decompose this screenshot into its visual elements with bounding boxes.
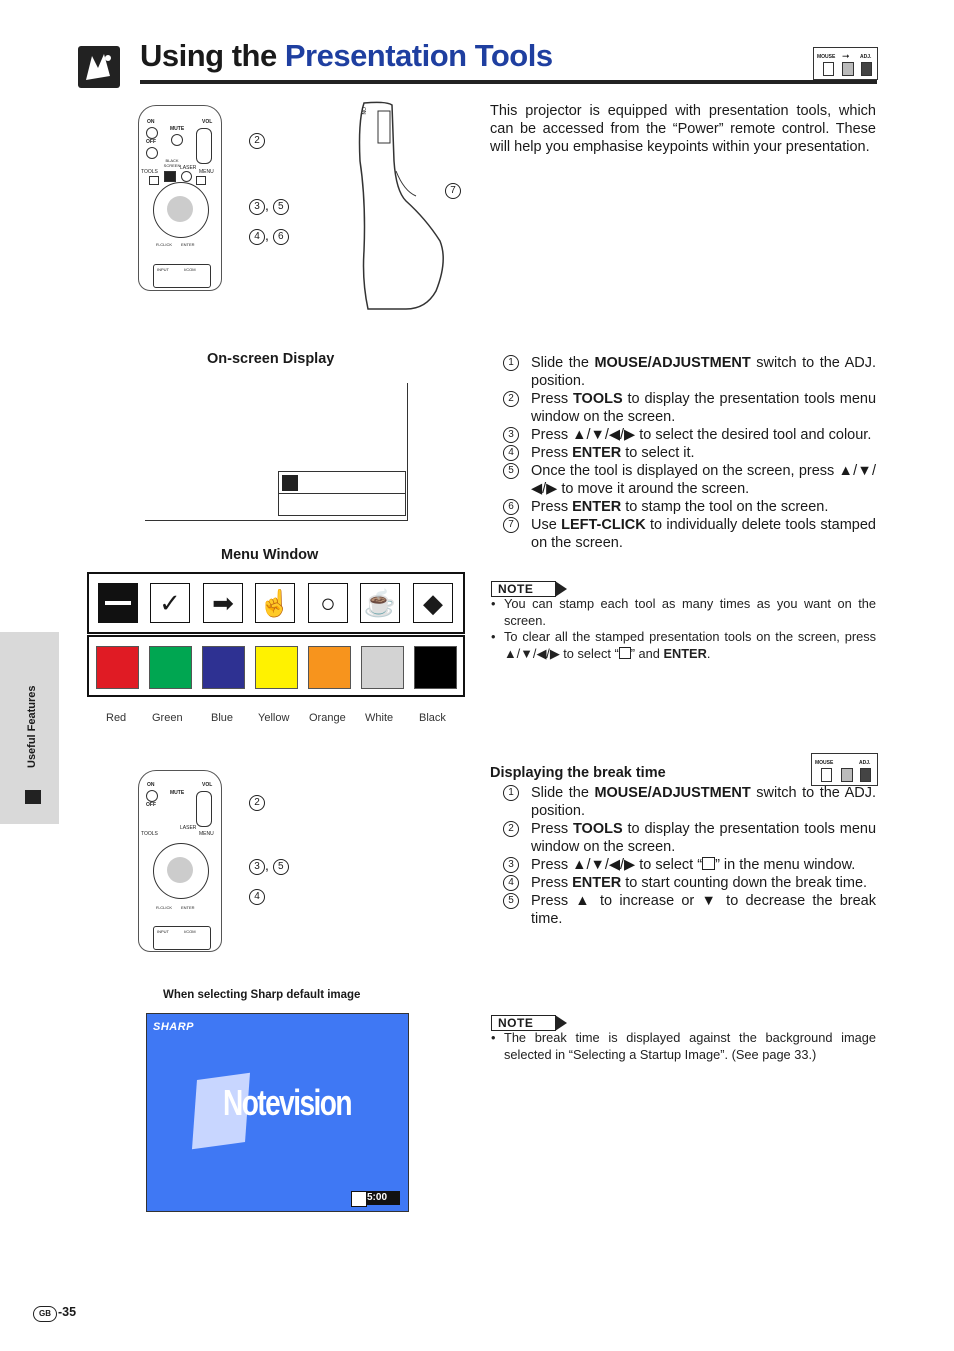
menu-tool-row bbox=[87, 572, 465, 634]
step-item: 3 Press ▲/▼/◀/▶ to select the desired tool and colour. bbox=[490, 426, 876, 444]
color-label-orange: Orange bbox=[309, 712, 346, 724]
step-item: 2 Press TOOLS to display the presentation tools menu window on the screen. bbox=[490, 390, 876, 426]
sharp-default-screen bbox=[146, 1013, 409, 1212]
sidebar-icon bbox=[25, 790, 41, 804]
sidebar-text: Useful Features bbox=[26, 685, 38, 768]
break-timer: 5:00 bbox=[354, 1191, 400, 1205]
step-number: 3 bbox=[503, 427, 519, 443]
color-swatch-green bbox=[149, 646, 192, 689]
step-item: 2 Press TOOLS to display the presentation tools menu window on the screen. bbox=[490, 820, 876, 856]
step-item: 5 Once the tool is displayed on the screen, press ▲/▼/◀/▶ to move it around the screen. bbox=[490, 462, 876, 498]
color-swatch-orange bbox=[308, 646, 351, 689]
step-number: 7 bbox=[503, 517, 519, 533]
step-number: 1 bbox=[503, 355, 519, 371]
color-label-black: Black bbox=[419, 712, 446, 724]
callout-3-5-b: 3 , 5 bbox=[249, 857, 289, 875]
step-number: 6 bbox=[503, 499, 519, 515]
note-item: • The break time is displayed against the background image selected in “Selecting a Startup Image”. (See page 33.) bbox=[491, 1030, 876, 1063]
color-label-yellow: Yellow bbox=[258, 712, 290, 724]
coffee-break-icon: ☕ bbox=[360, 583, 400, 623]
step-number: 1 bbox=[503, 785, 519, 801]
color-label-green: Green bbox=[152, 712, 183, 724]
sharp-brand: SHARP bbox=[153, 1021, 195, 1033]
coffee-icon bbox=[351, 1191, 367, 1207]
note-list-break bbox=[491, 1030, 876, 1063]
pointer-tool-icon: ☝ bbox=[255, 583, 295, 623]
color-swatch-black bbox=[414, 646, 457, 689]
note-list-tools bbox=[491, 596, 876, 662]
color-label-blue: Blue bbox=[211, 712, 234, 724]
arrow-tool-icon: ➡ bbox=[203, 583, 243, 623]
circle-tool-icon: ○ bbox=[308, 583, 348, 623]
menu-window-label: Menu Window bbox=[221, 547, 319, 563]
onscreen-display-frame bbox=[145, 383, 408, 521]
mouse-adj-switch-icon-2: MOUSE ADJ. bbox=[811, 753, 878, 786]
color-swatch-red bbox=[96, 646, 139, 689]
remote-side-view: ON bbox=[356, 101, 452, 311]
step-number: 5 bbox=[503, 893, 519, 909]
menu-color-row bbox=[87, 635, 465, 697]
note-label: NOTE bbox=[491, 581, 556, 597]
step-number: 2 bbox=[503, 821, 519, 837]
mouse-adj-switch-icon: MOUSE ADJ. ➞ bbox=[813, 47, 878, 80]
step-number: 5 bbox=[503, 463, 519, 479]
color-swatch-white bbox=[361, 646, 404, 689]
mini-tool-row bbox=[278, 471, 406, 494]
color-label-red: Red bbox=[106, 712, 127, 724]
title-prefix: Using the bbox=[140, 38, 285, 73]
eraser-tool-icon: ◆ bbox=[413, 583, 453, 623]
step-number: 4 bbox=[503, 445, 519, 461]
step-item: 1 Slide the MOUSE/ADJUSTMENT switch to the ADJ. position. bbox=[490, 354, 876, 390]
step-number: 4 bbox=[503, 875, 519, 891]
note-item: • You can stamp each tool as many times as you want on the screen. bbox=[491, 596, 876, 629]
switch-mouse-label: MOUSE bbox=[817, 54, 836, 60]
presentation-icon bbox=[78, 46, 120, 88]
check-tool-icon: ✓ bbox=[150, 583, 190, 623]
step-item: 7 Use LEFT-CLICK to individually delete tools stamped on the screen. bbox=[490, 516, 876, 552]
callout-7: 7 bbox=[445, 181, 461, 199]
step-item: 5 Press ▲ to increase or ▼ to decrease the break time. bbox=[490, 892, 876, 928]
color-label-white: White bbox=[365, 712, 394, 724]
step-item: 3 Press ▲/▼/◀/▶ to select “ ” in the menu window. bbox=[490, 856, 876, 874]
intro-paragraph: This projector is equipped with presentation tools, which can be accessed from the “Power” remote control. These will help you emphasise keypoints within your presentation. bbox=[490, 103, 876, 155]
callout-2-b: 2 bbox=[249, 793, 265, 811]
color-swatch-blue bbox=[202, 646, 245, 689]
steps-list-break bbox=[490, 784, 876, 928]
line-tool-icon bbox=[98, 583, 138, 623]
remote-control-bottom: ON OFF MUTE VOL TOOLS LASER MENU R-CLICK ENTER INPUT I/COM bbox=[138, 770, 222, 952]
title-highlight: Presentation Tools bbox=[284, 38, 553, 73]
coffee-menu-icon bbox=[702, 857, 715, 870]
callout-4-6: 4 , 6 bbox=[249, 227, 289, 245]
note-item: • To clear all the stamped presentation tools on the screen, press ▲/▼/◀/▶ to select “ ” and ENTER. bbox=[491, 629, 876, 662]
page-number: -35 bbox=[58, 1305, 77, 1319]
step-item: 6 Press ENTER to stamp the tool on the screen. bbox=[490, 498, 876, 516]
callout-4-b: 4 bbox=[249, 887, 265, 905]
step-number: 3 bbox=[503, 857, 519, 873]
page-title bbox=[140, 38, 553, 74]
onscreen-display-label: On-screen Display bbox=[207, 351, 335, 367]
steps-list-tools bbox=[490, 354, 876, 552]
callout-3-5: 3 , 5 bbox=[249, 197, 289, 215]
note-badge-2: NOTE bbox=[491, 1014, 556, 1032]
sharp-caption: When selecting Sharp default image bbox=[163, 989, 361, 1001]
callout-2: 2 bbox=[249, 131, 265, 149]
region-badge: GB bbox=[33, 1306, 57, 1322]
eraser-icon bbox=[619, 647, 631, 659]
color-swatch-yellow bbox=[255, 646, 298, 689]
mini-color-row bbox=[278, 493, 406, 516]
switch-adj-label: ADJ. bbox=[860, 54, 872, 60]
break-time-heading: Displaying the break time bbox=[490, 765, 666, 781]
remote-control-top: ON OFF MUTE VOL BLACK SCREEN TOOLS LASER MENU R-CLICK ENTER INPUT I/COM bbox=[138, 105, 222, 291]
step-item: 4 Press ENTER to select it. bbox=[490, 444, 876, 462]
step-number: 2 bbox=[503, 391, 519, 407]
step-item: 4 Press ENTER to start counting down the break time. bbox=[490, 874, 876, 892]
notevision-logo: Notevision bbox=[223, 1082, 351, 1123]
step-item: 1 Slide the MOUSE/ADJUSTMENT switch to the ADJ. position. bbox=[490, 784, 876, 820]
title-rule bbox=[140, 80, 877, 84]
